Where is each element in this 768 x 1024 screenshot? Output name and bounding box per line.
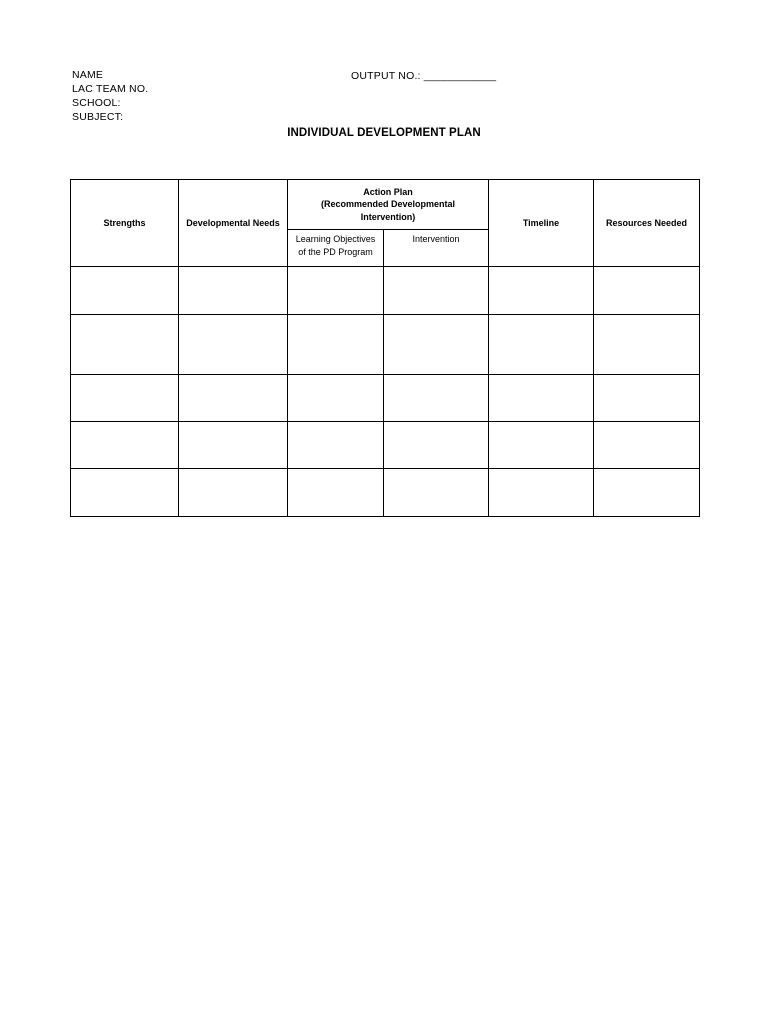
cell-intervention[interactable] [384,422,489,469]
cell-developmental-needs[interactable] [179,422,288,469]
cell-intervention[interactable] [384,469,489,517]
table-row [71,267,700,315]
column-header-learning-objectives [288,230,384,267]
cell-timeline[interactable] [489,267,594,315]
table-row [71,422,700,469]
output-no-label: OUTPUT NO.: ____________ [351,70,497,82]
cell-strengths[interactable] [71,469,179,517]
cell-intervention[interactable] [384,375,489,422]
cell-resources-needed[interactable] [594,469,700,517]
cell-timeline[interactable] [489,375,594,422]
cell-strengths[interactable] [71,267,179,315]
subject-label: SUBJECT: [72,111,124,123]
action-plan-line-1: Action Plan [363,186,413,197]
column-header-strengths: Strengths [71,180,179,267]
cell-resources-needed[interactable] [594,422,700,469]
development-plan-table [70,179,700,517]
cell-timeline[interactable] [489,315,594,375]
action-plan-line-3: Intervention) [360,211,416,222]
school-label: SCHOOL: [72,97,121,109]
name-label: NAME [72,69,104,81]
table-row [71,315,700,375]
cell-intervention[interactable] [384,315,489,375]
cell-learning-objectives[interactable] [288,469,384,517]
cell-developmental-needs[interactable] [179,315,288,375]
cell-resources-needed[interactable] [594,375,700,422]
cell-learning-objectives[interactable] [288,267,384,315]
learning-objectives-line-1: Learning Objectives [295,234,376,244]
cell-strengths[interactable] [71,422,179,469]
lac-team-label: LAC TEAM NO. [72,83,149,95]
cell-learning-objectives[interactable] [288,422,384,469]
cell-learning-objectives[interactable] [288,315,384,375]
cell-strengths[interactable] [71,315,179,375]
cell-resources-needed[interactable] [594,315,700,375]
action-plan-line-2: (Recommended Developmental [320,199,456,210]
cell-resources-needed[interactable] [594,267,700,315]
cell-timeline[interactable] [489,469,594,517]
learning-objectives-line-2: of the PD Program [298,246,373,257]
column-header-timeline: Timeline [489,180,594,267]
table-row [71,469,700,517]
cell-developmental-needs[interactable] [179,375,288,422]
cell-learning-objectives[interactable] [288,375,384,422]
cell-intervention[interactable] [384,267,489,315]
column-header-resources-needed: Resources Needed [594,180,700,267]
column-header-action-plan [288,180,489,230]
table-row [71,375,700,422]
cell-timeline[interactable] [489,422,594,469]
cell-developmental-needs[interactable] [179,469,288,517]
column-header-intervention: Intervention [384,230,489,267]
cell-strengths[interactable] [71,375,179,422]
table-header-row [71,180,700,230]
document-title: INDIVIDUAL DEVELOPMENT PLAN [287,127,481,139]
column-header-developmental-needs: Developmental Needs [179,180,288,267]
cell-developmental-needs[interactable] [179,267,288,315]
